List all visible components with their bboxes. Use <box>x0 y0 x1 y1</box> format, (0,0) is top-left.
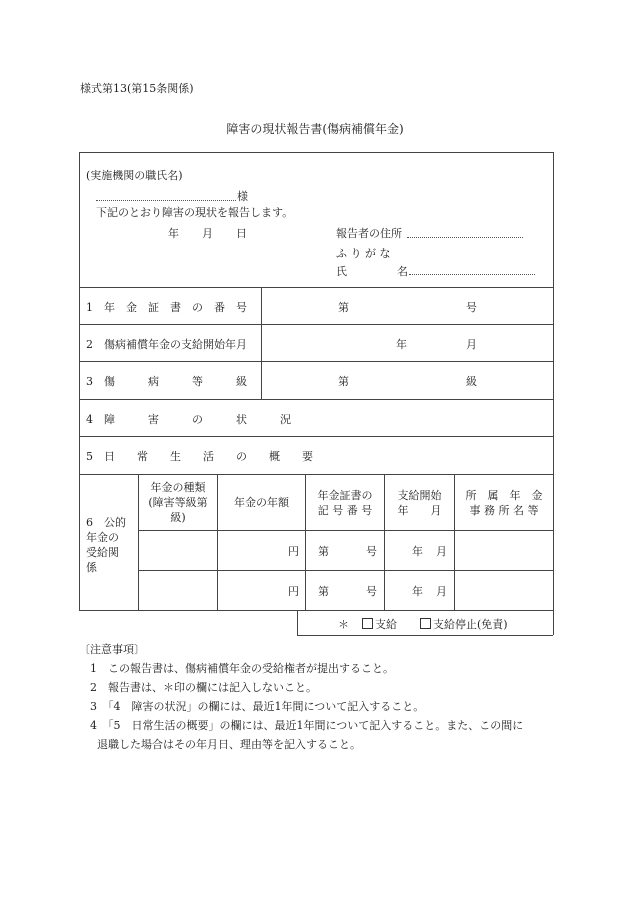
note-item-2: 2 報告書は、＊印の欄には記入しないこと。 <box>90 681 317 694</box>
pension-office-header: 所 属 年 金 事 務 所 名 等 <box>465 488 543 517</box>
pension-go-label: 号 <box>366 585 377 598</box>
pension-month-label: 月 <box>436 545 447 558</box>
reporter-address-input-line[interactable] <box>407 237 523 238</box>
intro-text: 下記のとおり障害の現状を報告します。 <box>96 206 294 219</box>
name-label-shi: 氏 <box>336 265 347 278</box>
note-item-1: 1 この報告書は、傷病補償年金の受給権者が提出すること。 <box>90 662 394 675</box>
addressee-label: (実施機関の職氏名) <box>86 169 183 182</box>
pension-yen-label: 円 <box>288 545 299 558</box>
public-pension-label-line2: 年金の <box>86 531 119 544</box>
public-pension-label-line1: 6 公的 <box>86 516 126 529</box>
reporter-name-input-line[interactable] <box>409 274 535 275</box>
pension-certificate-code-header: 年金証書の 記 号 番 号 <box>317 488 373 517</box>
payment-start-month-label: 月 <box>466 338 477 351</box>
note-item-4: 4 「5 日常生活の概要」の欄には、最近1年間について記入すること。また、この間に <box>90 719 524 732</box>
date-month-label: 月 <box>202 227 213 240</box>
addressee-input-line[interactable] <box>96 200 236 201</box>
pension-certificate-number-label: 1 年 金 証 書 の 番 号 <box>86 301 247 314</box>
payment-option-label: 支給 <box>375 618 397 631</box>
payment-start-year-label: 年 <box>396 338 407 351</box>
form-number-label: 様式第13(第15条関係) <box>80 82 194 95</box>
injury-grade-label: 3 傷 病 等 級 <box>86 375 247 388</box>
payment-checkbox[interactable] <box>362 618 373 629</box>
furigana-label: ふ り が な <box>336 247 391 260</box>
pension-month-label: 月 <box>436 585 447 598</box>
grade-kyu-label: 級 <box>466 375 477 388</box>
pension-annual-amount-header: 年金の年額 <box>234 496 289 509</box>
payment-start-label: 2 傷病補償年金の支給開始年月 <box>86 338 247 351</box>
pension-year-label: 年 <box>412 585 423 598</box>
document-title: 障害の現状報告書(傷病補償年金) <box>226 122 404 136</box>
note-item-3: 3 「4 障害の状況」の欄には、最近1年間について記入すること。 <box>90 700 425 713</box>
pension-year-label: 年 <box>412 545 423 558</box>
suspension-option[interactable] <box>420 616 508 632</box>
pension-go-label: 号 <box>366 545 377 558</box>
public-pension-label-line4: 係 <box>86 561 97 574</box>
certificate-dai-label: 第 <box>338 301 349 314</box>
grade-dai-label: 第 <box>338 375 349 388</box>
public-pension-label-line3: 受給関 <box>86 546 119 559</box>
payment-option[interactable] <box>362 616 397 632</box>
name-label-mei: 名 <box>397 265 408 278</box>
suspension-checkbox[interactable] <box>420 618 431 629</box>
pension-dai-label: 第 <box>318 545 329 558</box>
daily-life-summary-label: 5 日 常 生 活 の 概 要 <box>86 450 313 463</box>
certificate-go-label: 号 <box>466 301 477 314</box>
disability-status-label: 4 障 害 の 状 況 <box>86 413 291 426</box>
note-item-4-continued: 退職した場合はその年月日、理由等を記入すること。 <box>97 738 361 751</box>
pension-type-header: 年金の種類 (障害等級第 級) <box>148 481 208 524</box>
sama-label: 様 <box>237 190 248 203</box>
reporter-address-label: 報告者の住所 <box>336 227 402 240</box>
suspension-option-label: 支給停止(免責) <box>433 618 508 631</box>
date-day-label: 日 <box>236 227 247 240</box>
notes-heading: 〔注意事項〕 <box>79 643 145 656</box>
date-year-label: 年 <box>168 227 179 240</box>
pension-start-date-header: 支給開始 年 月 <box>397 488 442 517</box>
pension-dai-label: 第 <box>318 585 329 598</box>
pension-yen-label: 円 <box>288 585 299 598</box>
asterisk-mark: ＊ <box>338 618 349 631</box>
